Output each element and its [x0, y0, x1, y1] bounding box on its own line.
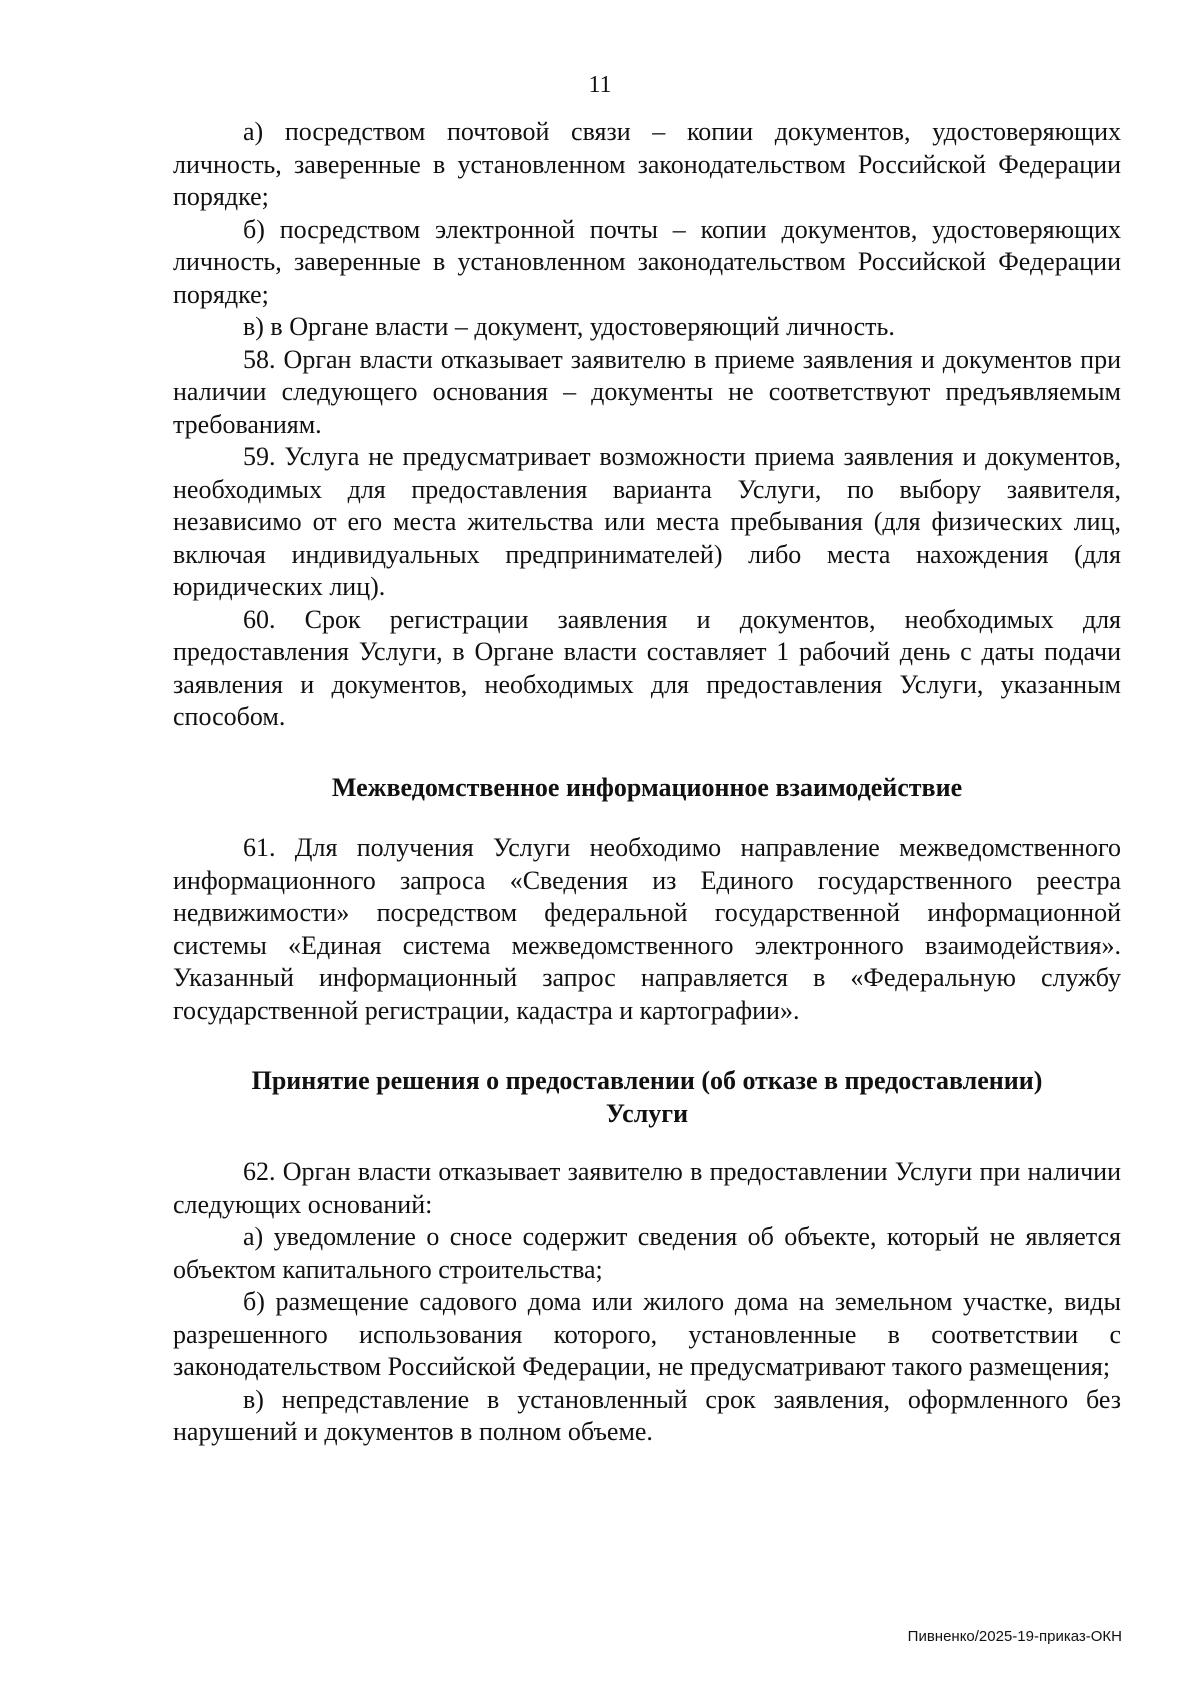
- footer-reference: Пивненко/2025-19-приказ-ОКН: [907, 1628, 1122, 1645]
- paragraph-59: 59. Услуга не предусматривает возможности приема заявления и документов, необходимых для предоставления варианта Услуги, по выбору заявителя, независимо от его места жительства или места пребывания (для физических лиц, включая индивидуальных предпринимателей) либо места нахождения (для юридических лиц).: [173, 442, 1121, 601]
- paragraph-62: 62. Орган власти отказывает заявителю в предоставлении Услуги при наличии следующих оснований:: [173, 1157, 1121, 1219]
- page-number: 11: [588, 72, 612, 98]
- section-heading-decision: [173, 1065, 1121, 1130]
- document-body: [173, 116, 1121, 1449]
- paragraph-62b: б) размещение садового дома или жилого дома на земельном участке, виды разрешенного использования которого, установленные в соответствии с законодательством Российской Федерации, не предусматривают такого размещения;: [173, 1287, 1121, 1381]
- section-heading-decision-line1: Принятие решения о предоставлении (об отказе в предоставлении): [251, 1066, 1043, 1095]
- paragraph-60: 60. Срок регистрации заявления и документов, необходимых для предоставления Услуги, в Органе власти составляет 1 рабочий день с даты подачи заявления и документов, необходимых для предоставления Услуги, указанным способом.: [173, 604, 1121, 731]
- paragraph-62a: а) уведомление о сносе содержит сведения об объекте, который не является объектом капитального строительства;: [173, 1222, 1121, 1284]
- paragraph-61: 61. Для получения Услуги необходимо направление межведомственного информационного запроса «Сведения из Единого государственного реестра недвижимости» посредством федеральной государственной информационной системы «Единая система межведомственного электронного взаимодействия». Указанный информационный запрос направляется в «Федеральную службу государственной регистрации, кадастра и картографии».: [173, 833, 1121, 1025]
- section-heading-interagency: Межведомственное информационное взаимодействие: [331, 772, 963, 802]
- paragraph-62c: в) непредставление в установленный срок заявления, оформленного без нарушений и документов в полном объеме.: [173, 1384, 1121, 1446]
- paragraph-58: 58. Орган власти отказывает заявителю в приеме заявления и документов при наличии следующего основания – документы не соответствуют предъявляемым требованиям.: [173, 344, 1121, 439]
- section-heading-decision-line2: Услуги: [605, 1098, 689, 1128]
- paragraph-1c: в) в Органе власти – документ, удостоверяющий личность.: [243, 312, 895, 341]
- paragraph-1a: а) посредством почтовой связи – копии документов, удостоверяющих личность, заверенные в установленном законодательством Российской Федерации порядке;: [173, 117, 1121, 211]
- paragraph-1b: б) посредством электронной почты – копии документов, удостоверяющих личность, заверенные в установленном законодательством Российской Федерации порядке;: [173, 214, 1121, 309]
